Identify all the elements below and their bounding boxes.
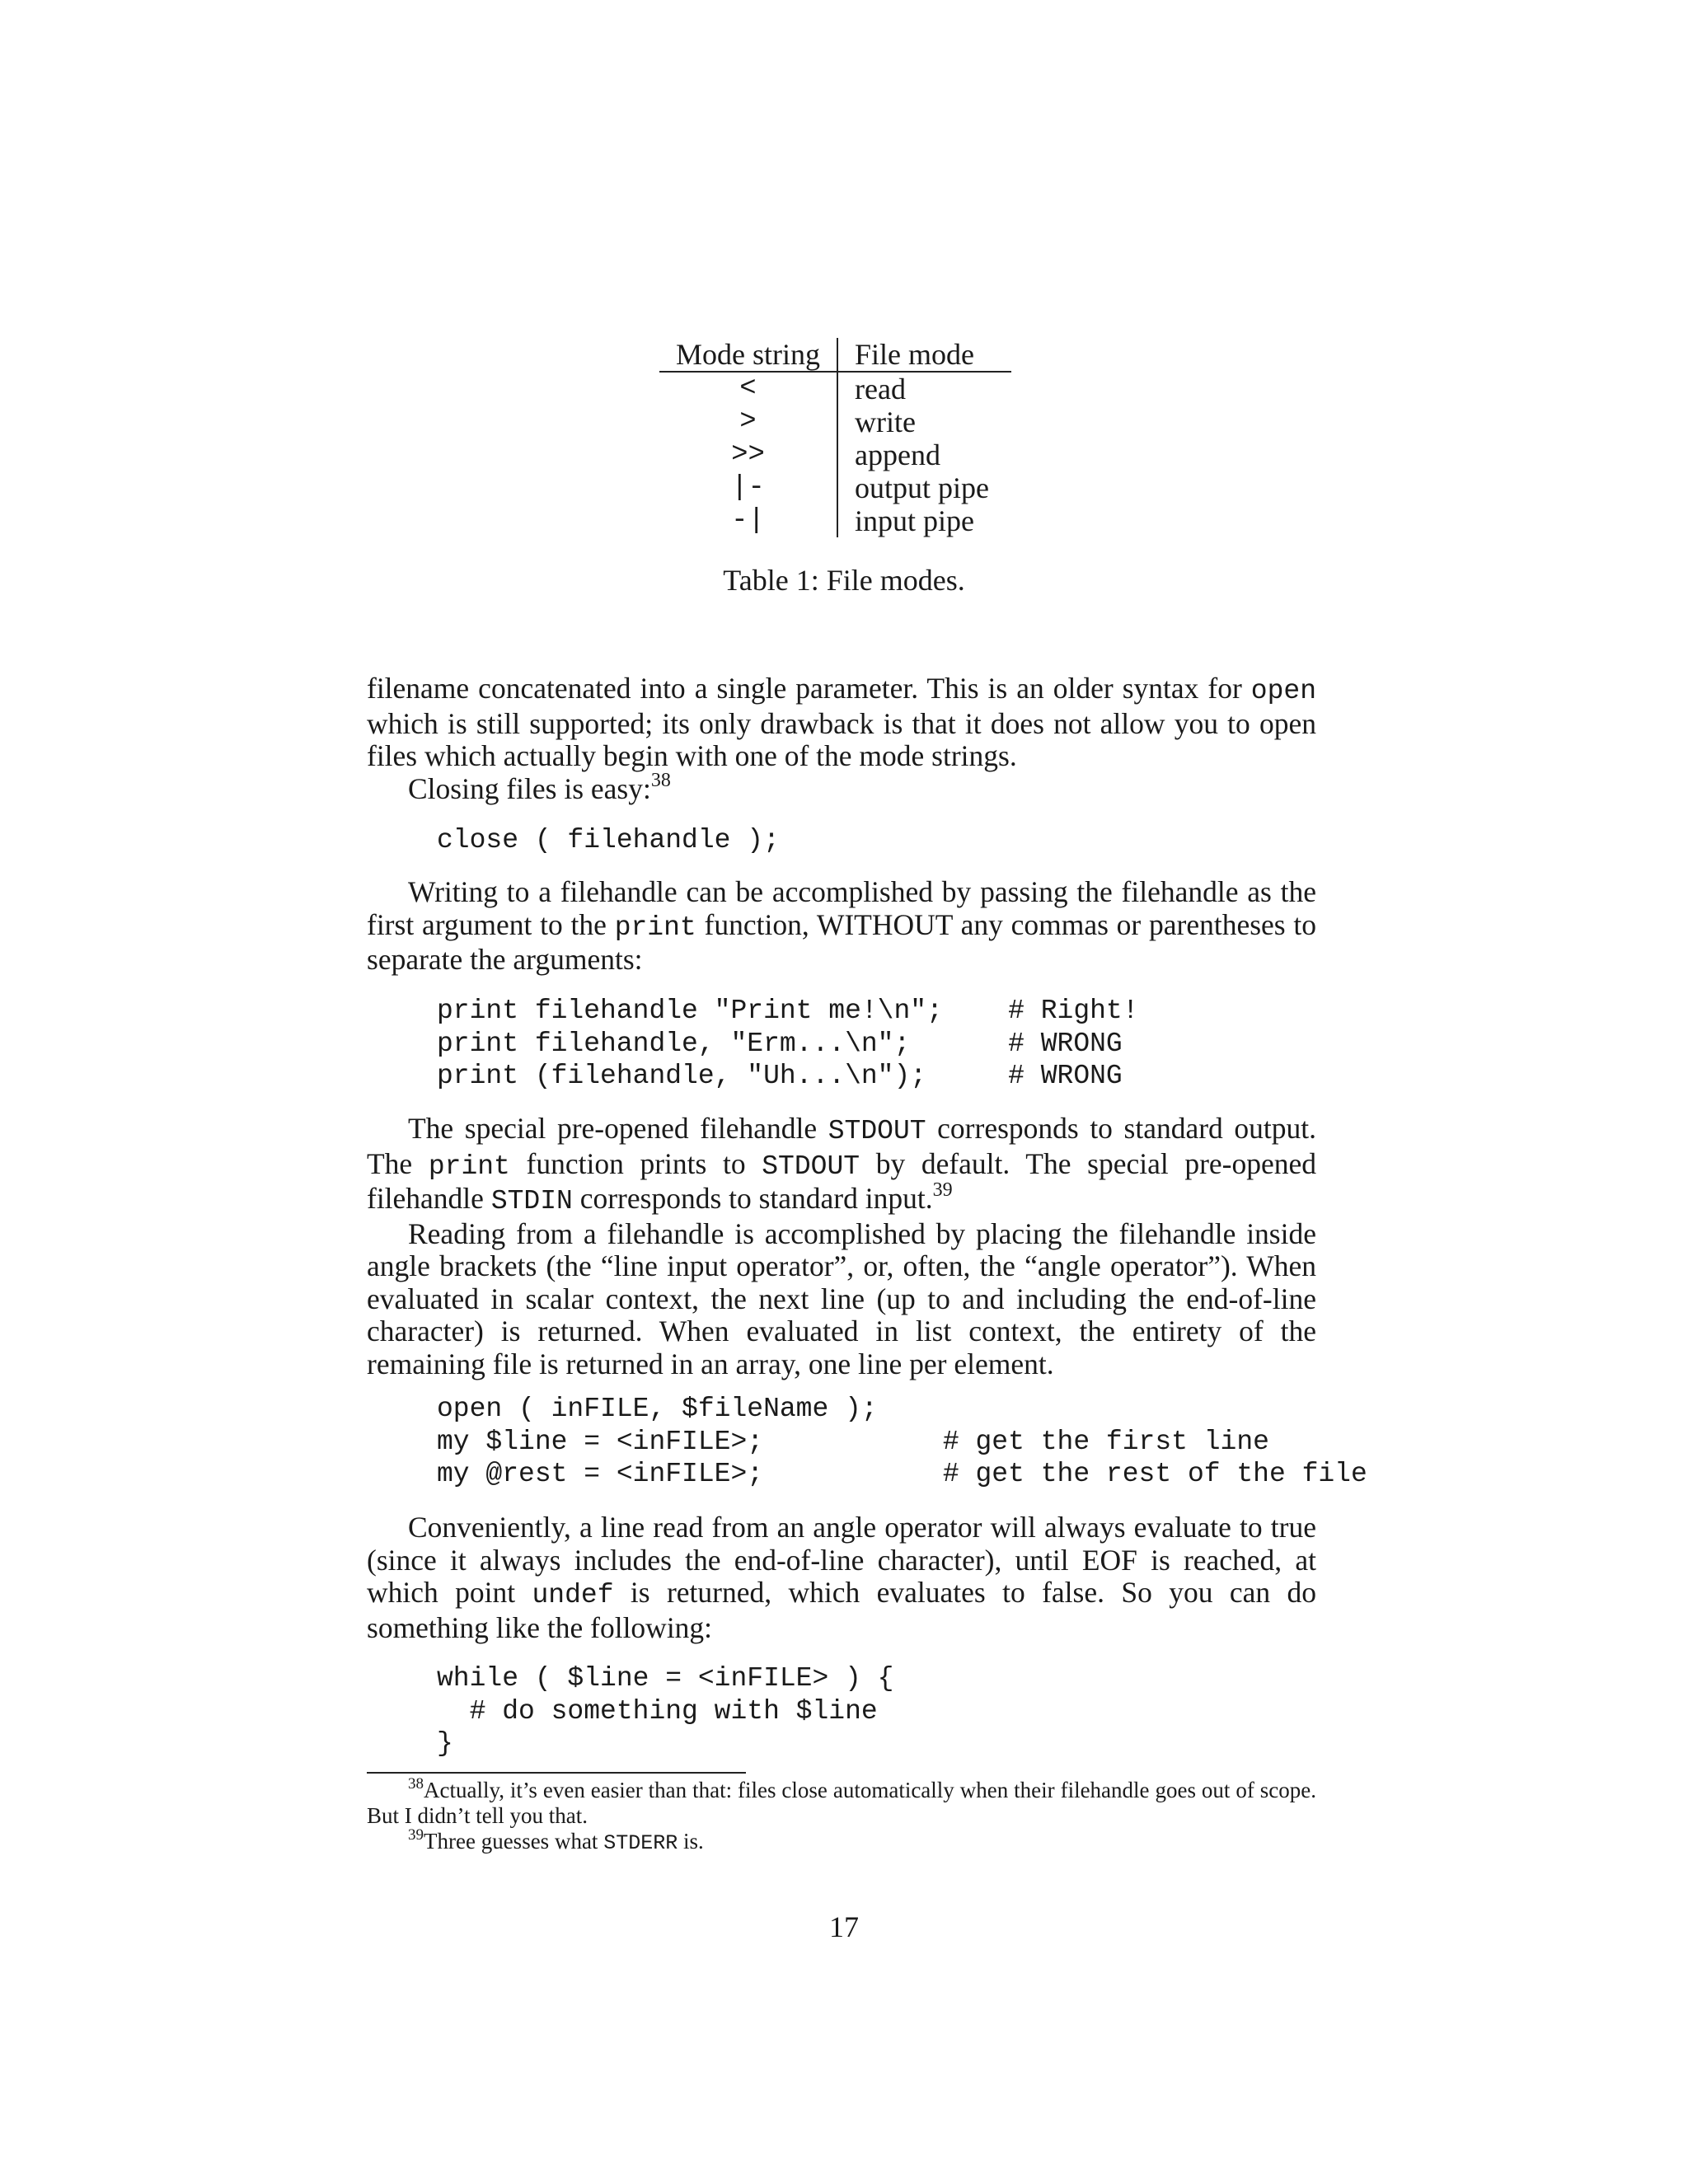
table-row — [659, 405, 1011, 438]
file-mode-cell: output pipe — [855, 471, 989, 504]
file-mode-cell: input pipe — [855, 504, 974, 537]
table-row — [659, 471, 1011, 504]
footnote-divider — [367, 1772, 746, 1774]
paragraph-text: function prints to — [509, 1146, 762, 1180]
code-block-open: open ( inFILE, $fileName ); my $line = <inFILE>; # get the first line my @rest = <inFILE>; # get the rest of the file — [437, 1394, 1367, 1489]
paragraph-text: is returned, which evaluates to false. So you can do something like the following: — [367, 1576, 1317, 1644]
table-header-row — [659, 338, 1011, 372]
paragraph — [367, 673, 1316, 773]
column-header-file-mode: File mode — [855, 338, 974, 371]
paragraph-text: corresponds to standard output. The — [367, 1112, 1316, 1180]
text-block-2 — [367, 876, 1316, 977]
page-number: 17 — [829, 1910, 859, 1943]
footnote-text: Three guesses what — [424, 1829, 604, 1854]
table-row — [659, 438, 1011, 471]
paragraph-text: filename concatenated into a single parameter. This is an older syntax for — [367, 672, 1251, 705]
inline-code: print — [614, 912, 696, 943]
paragraph-text: corresponds to standard input. — [572, 1182, 933, 1215]
text-block-1 — [367, 673, 1316, 805]
paragraph-text: Closing files is easy: — [408, 771, 651, 805]
footnote-text: Actually, it’s even easier than that: files close automatically when their filehandle goes out of scope. But I didn’t tell you that. — [367, 1778, 1316, 1828]
paragraph — [367, 1511, 1316, 1644]
table-caption: Table 1: File modes. — [723, 564, 965, 597]
paragraph-text: by default. The special pre-opened filehandle — [367, 1146, 1316, 1215]
paragraph-text: Conveniently, a line read from an angle operator will always evaluate to true (since it always includes the end-of-line character), until EOF is reached, at which point — [367, 1511, 1316, 1609]
footnote-text: is. — [678, 1829, 704, 1854]
code-block-close: close ( filehandle ); — [437, 825, 780, 855]
file-mode-cell: append — [855, 438, 940, 471]
text-block-4 — [367, 1511, 1316, 1644]
inline-code: print — [428, 1151, 510, 1182]
paragraph — [367, 876, 1316, 977]
table-row — [659, 372, 1011, 405]
mode-string-cell: |- — [659, 471, 837, 504]
footnote-marker: 38 — [650, 769, 671, 791]
mode-string-cell: > — [659, 405, 837, 438]
file-mode-cell: write — [855, 405, 916, 438]
code-block-while: while ( $line = <inFILE> ) { # do something with $line } — [437, 1663, 894, 1759]
paragraph-text: Writing to a filehandle can be accomplished by passing the filehandle as the first argument to the — [367, 875, 1316, 941]
footnote-marker: 39 — [932, 1179, 953, 1201]
inline-code: open — [1250, 676, 1316, 706]
footnote — [367, 1775, 1316, 1829]
paragraph-text: The special pre-opened filehandle — [408, 1112, 828, 1145]
inline-code: undef — [532, 1580, 614, 1610]
text-block-3 — [367, 1113, 1316, 1380]
inline-code: STDOUT — [762, 1151, 860, 1182]
paragraph-text: function, WITHOUT any commas or parentheses to separate the arguments: — [367, 907, 1317, 976]
paragraph — [367, 769, 1316, 806]
inline-code: STDERR — [603, 1831, 678, 1855]
inline-code: STDOUT — [828, 1116, 926, 1146]
footnote — [367, 1826, 1316, 1856]
code-block-print: print filehandle "Print me!\n"; # Right! print filehandle, "Erm...\n"; # WRONG print (filehandle, "Uh...\n"); # WRONG — [437, 996, 1139, 1091]
mode-string-cell: -| — [659, 504, 837, 537]
file-mode-cell: read — [855, 373, 906, 405]
footnote-number: 39 — [408, 1826, 424, 1844]
paragraph-text: which is still supported; its only drawback is that it does not allow you to open files which actually begin with one of the mode strings. — [367, 706, 1316, 772]
mode-string-cell: >> — [659, 438, 837, 471]
footnotes — [367, 1775, 1316, 1856]
file-modes-table — [659, 338, 1011, 537]
column-header-mode-string: Mode string — [659, 338, 837, 372]
footnote-number: 38 — [408, 1775, 424, 1793]
inline-code: STDIN — [490, 1186, 573, 1216]
paragraph — [367, 1113, 1316, 1218]
mode-string-cell: < — [659, 372, 837, 405]
table-row — [659, 504, 1011, 537]
paragraph: Reading from a filehandle is accomplished by placing the filehandle inside angle brackets (the “line input operator”, or, often, the “angle operator”). When evaluated in scalar context, the next line (up to and including the end-of-line character) is returned. When evaluated in list context, the entirety of the remaining file is returned in an array, one line per element. — [367, 1216, 1316, 1380]
